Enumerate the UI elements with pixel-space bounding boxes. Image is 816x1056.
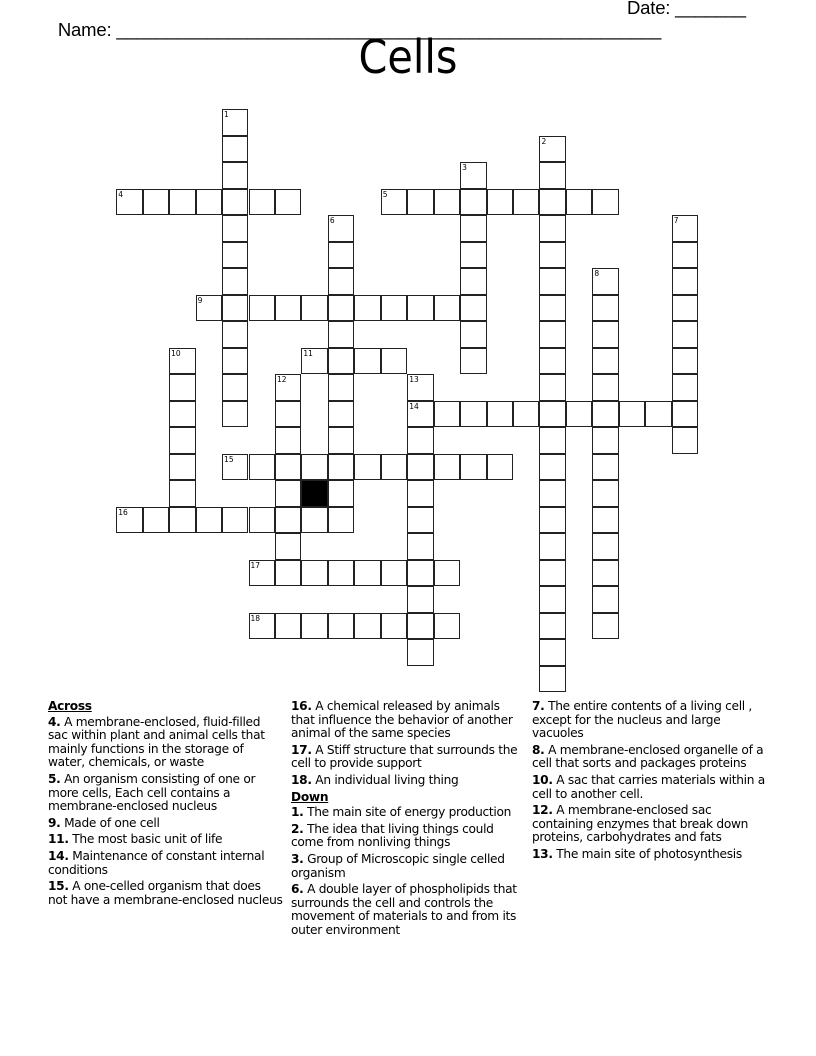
grid-cell[interactable]: [196, 507, 222, 534]
grid-cell[interactable]: [539, 560, 565, 587]
grid-cell[interactable]: [539, 215, 565, 242]
grid-cell[interactable]: [434, 560, 460, 587]
grid-cell[interactable]: [354, 348, 380, 375]
grid-cell[interactable]: [434, 454, 460, 481]
grid-cell[interactable]: [116, 507, 142, 534]
grid-cell[interactable]: [672, 374, 698, 401]
clue-number: 10: [171, 348, 181, 358]
grid-cell[interactable]: [275, 560, 301, 587]
grid-cell[interactable]: [487, 401, 513, 428]
grid-cell[interactable]: [222, 136, 248, 163]
grid-cell[interactable]: [116, 189, 142, 216]
grid-cell[interactable]: [275, 454, 301, 481]
grid-cell[interactable]: [539, 136, 565, 163]
grid-cell[interactable]: [460, 401, 486, 428]
grid-cell[interactable]: [539, 268, 565, 295]
grid-cell[interactable]: [222, 321, 248, 348]
grid-cell[interactable]: [328, 454, 354, 481]
grid-cell[interactable]: [539, 427, 565, 454]
clue-number: 17: [250, 560, 261, 570]
clue-down-13: 13. The main site of photosynthesis: [532, 846, 742, 861]
grid-cell[interactable]: [354, 295, 380, 322]
grid-cell[interactable]: [301, 613, 327, 640]
grid-cell[interactable]: [672, 242, 698, 269]
grid-cell[interactable]: [301, 295, 327, 322]
grid-cell[interactable]: [328, 348, 354, 375]
grid-cell[interactable]: [592, 427, 618, 454]
grid-cell[interactable]: [328, 427, 354, 454]
grid-cell[interactable]: [328, 480, 354, 507]
grid-cell[interactable]: [592, 321, 618, 348]
grid-cell[interactable]: [301, 560, 327, 587]
clue-across-5: 5. An organism consisting of one or more cells, Each cell contains a membrane-enclosed nucleus: [48, 771, 256, 814]
grid-cell[interactable]: [460, 454, 486, 481]
clue-number: 15: [224, 454, 234, 464]
grid-cell[interactable]: [275, 480, 301, 507]
grid-cell[interactable]: [539, 613, 565, 640]
grid-cell[interactable]: [487, 189, 513, 216]
grid-cell[interactable]: [460, 268, 486, 295]
grid-cell[interactable]: [592, 295, 618, 322]
grid-cell[interactable]: [592, 348, 618, 375]
clue-number: 8: [594, 269, 600, 279]
grid-cell[interactable]: [539, 533, 565, 560]
grid-cell[interactable]: [407, 560, 433, 587]
clue-number: 6: [329, 216, 335, 226]
grid-cell[interactable]: [407, 533, 433, 560]
grid-cell[interactable]: [354, 560, 380, 587]
grid-cell[interactable]: [645, 401, 671, 428]
grid-cell[interactable]: [381, 348, 407, 375]
grid-cell[interactable]: [539, 242, 565, 269]
grid-cell[interactable]: [169, 454, 195, 481]
grid-cell[interactable]: [672, 427, 698, 454]
grid-cell[interactable]: [249, 613, 275, 640]
grid-cell[interactable]: [407, 586, 433, 613]
grid-cell[interactable]: [513, 401, 539, 428]
grid-cell[interactable]: [539, 189, 565, 216]
grid-cell[interactable]: [169, 348, 195, 375]
grid-cell[interactable]: [354, 454, 380, 481]
clue-number: 3: [462, 163, 467, 173]
grid-cell[interactable]: [222, 189, 248, 216]
grid-cell[interactable]: [249, 295, 275, 322]
clue-number: 13: [409, 375, 419, 385]
grid-cell[interactable]: [460, 242, 486, 269]
clue-number: 1: [224, 110, 229, 120]
grid-cell[interactable]: [222, 215, 248, 242]
grid-cell[interactable]: [407, 639, 433, 666]
grid-cell[interactable]: [275, 374, 301, 401]
clue-down-2: 2. The idea that living things could come from nonliving things: [291, 821, 494, 850]
grid-cell[interactable]: [222, 242, 248, 269]
down-heading: Down: [291, 789, 329, 804]
grid-cell[interactable]: [592, 374, 618, 401]
grid-cell[interactable]: [460, 189, 486, 216]
grid-cell[interactable]: [434, 401, 460, 428]
clue-number: 11: [303, 348, 313, 358]
grid-cell[interactable]: [460, 348, 486, 375]
grid-cell[interactable]: [381, 560, 407, 587]
grid-cell[interactable]: [407, 401, 433, 428]
grid-cell[interactable]: [222, 374, 248, 401]
grid-cell[interactable]: [487, 454, 513, 481]
date-field[interactable]: Date: _______: [627, 0, 746, 18]
grid-cell[interactable]: [301, 348, 327, 375]
clue-across-15: 15. A one-celled organism that does not have a membrane-enclosed nucleus: [48, 879, 283, 907]
grid-cell[interactable]: [328, 215, 354, 242]
clue-number: 7: [673, 216, 679, 226]
grid-cell[interactable]: [539, 480, 565, 507]
grid-cell[interactable]: [169, 189, 195, 216]
grid-cell[interactable]: [222, 268, 248, 295]
grid-cell[interactable]: [539, 321, 565, 348]
grid-cell[interactable]: [539, 162, 565, 189]
clue-across-17: 17. A Stiff structure that surrounds the cell to provide support: [291, 742, 518, 771]
black-cell: [301, 480, 327, 507]
grid-cell[interactable]: [539, 295, 565, 322]
grid-cell[interactable]: [275, 533, 301, 560]
grid-cell[interactable]: [328, 560, 354, 587]
grid-cell[interactable]: [196, 189, 222, 216]
name-field[interactable]: Name: ______________________________________________________: [57, 19, 662, 40]
grid-cell[interactable]: [460, 215, 486, 242]
grid-cell[interactable]: [275, 189, 301, 216]
clue-across-9: 9. Made of one cell: [48, 815, 160, 830]
grid-cell[interactable]: [222, 454, 248, 481]
grid-cell[interactable]: [222, 401, 248, 428]
grid-cell[interactable]: [354, 613, 380, 640]
clue-across-4: 4. A membrane-enclosed, fluid-filled sac within plant and animal cells that mainly functions in the storage of water, chemicals, or waste: [48, 714, 265, 770]
grid-cell[interactable]: [407, 189, 433, 216]
grid-cell[interactable]: [407, 454, 433, 481]
grid-cell[interactable]: [407, 613, 433, 640]
grid-cell[interactable]: [328, 374, 354, 401]
clue-number: 5: [382, 189, 388, 199]
grid-cell[interactable]: [381, 454, 407, 481]
clue-across-16: 16. A chemical released by animals that influence the behavior of another animal of the same species: [291, 699, 513, 741]
across-heading: Across: [48, 699, 92, 713]
grid-cell[interactable]: [539, 401, 565, 428]
grid-cell[interactable]: [249, 189, 275, 216]
grid-cell[interactable]: [460, 162, 486, 189]
clue-number: 4: [118, 189, 124, 199]
grid-cell[interactable]: [539, 374, 565, 401]
grid-cell[interactable]: [566, 189, 592, 216]
grid-cell[interactable]: [592, 613, 618, 640]
grid-cell[interactable]: [619, 401, 645, 428]
clue-column-3: [532, 700, 772, 865]
grid-cell[interactable]: [592, 454, 618, 481]
grid-cell[interactable]: [328, 242, 354, 269]
grid-cell[interactable]: [249, 560, 275, 587]
clue-number: 14: [409, 401, 419, 411]
grid-cell[interactable]: [381, 295, 407, 322]
grid-cell[interactable]: [592, 189, 618, 216]
grid-cell[interactable]: [460, 295, 486, 322]
grid-cell[interactable]: [222, 162, 248, 189]
grid-cell[interactable]: [539, 348, 565, 375]
clue-column-1: [48, 700, 283, 910]
grid-cell[interactable]: [407, 507, 433, 534]
clue-down-3: 3. Group of Microscopic single celled organism: [291, 851, 505, 880]
grid-cell[interactable]: [169, 401, 195, 428]
grid-cell[interactable]: [328, 268, 354, 295]
clue-number: 2: [541, 136, 547, 146]
grid-cell[interactable]: [592, 268, 618, 295]
grid-cell[interactable]: [539, 454, 565, 481]
grid-cell[interactable]: [460, 321, 486, 348]
grid-cell[interactable]: [381, 613, 407, 640]
clue-down-1: 1. The main site of energy production: [291, 805, 512, 820]
grid-cell[interactable]: [143, 507, 169, 534]
clue-down-10: 10. A sac that carries materials within a cell to another cell.: [532, 772, 765, 801]
grid-cell[interactable]: [169, 480, 195, 507]
grid-cell[interactable]: [592, 480, 618, 507]
grid-cell[interactable]: [592, 533, 618, 560]
grid-cell[interactable]: [434, 189, 460, 216]
grid-cell[interactable]: [381, 189, 407, 216]
grid-cell[interactable]: [328, 295, 354, 322]
grid-cell[interactable]: [592, 507, 618, 534]
grid-cell[interactable]: [275, 295, 301, 322]
clue-down-6: 6. A double layer of phospholipids that surrounds the cell and controls the movement of materials to and from its outer environment: [291, 882, 517, 937]
grid-cell[interactable]: [592, 401, 618, 428]
grid-cell[interactable]: [407, 427, 433, 454]
clue-number: 18: [250, 613, 261, 623]
grid-cell[interactable]: [249, 507, 275, 534]
grid-cell[interactable]: [566, 401, 592, 428]
grid-cell[interactable]: [672, 268, 698, 295]
grid-cell[interactable]: [169, 427, 195, 454]
grid-cell[interactable]: [539, 507, 565, 534]
grid-cell[interactable]: [249, 454, 275, 481]
grid-cell[interactable]: [275, 613, 301, 640]
grid-cell[interactable]: [222, 348, 248, 375]
grid-cell[interactable]: [672, 348, 698, 375]
grid-cell[interactable]: [434, 613, 460, 640]
grid-cell[interactable]: [196, 295, 222, 322]
grid-cell[interactable]: [222, 295, 248, 322]
grid-cell[interactable]: [222, 507, 248, 534]
clue-down-12: 12. A membrane-enclosed sac containing enzymes that break down proteins, carbohydrates and fats: [532, 803, 749, 845]
grid-cell[interactable]: [328, 507, 354, 534]
grid-cell[interactable]: [143, 189, 169, 216]
grid-cell[interactable]: [301, 507, 327, 534]
clue-down-7: 7. The entire contents of a living cell , except for the nucleus and large vacuoles: [532, 699, 753, 741]
grid-cell[interactable]: [539, 639, 565, 666]
clue-across-11: 11. The most basic unit of life: [48, 832, 223, 847]
grid-cell[interactable]: [275, 401, 301, 428]
grid-cell[interactable]: [169, 374, 195, 401]
grid-cell[interactable]: [513, 189, 539, 216]
grid-cell[interactable]: [434, 295, 460, 322]
grid-cell[interactable]: [672, 321, 698, 348]
clue-number: 16: [118, 507, 128, 517]
grid-cell[interactable]: [301, 454, 327, 481]
clue-number: 12: [276, 375, 287, 385]
clue-across-14: 14. Maintenance of constant internal conditions: [48, 848, 265, 877]
grid-cell[interactable]: [592, 586, 618, 613]
grid-cell[interactable]: [407, 480, 433, 507]
grid-cell[interactable]: [275, 427, 301, 454]
clue-column-2: [291, 700, 523, 941]
grid-cell[interactable]: [222, 109, 248, 136]
clue-number: 9: [197, 295, 203, 305]
grid-cell[interactable]: [275, 507, 301, 534]
grid-cell[interactable]: [672, 215, 698, 242]
grid-cell[interactable]: [328, 321, 354, 348]
clue-down-8: 8. A membrane-enclosed organelle of a cell that sorts and packages proteins: [532, 742, 764, 771]
grid-cell[interactable]: [169, 507, 195, 534]
page-title: Cells: [358, 30, 458, 84]
grid-cell[interactable]: [539, 586, 565, 613]
grid-cell[interactable]: [592, 560, 618, 587]
grid-cell[interactable]: [407, 374, 433, 401]
grid-cell[interactable]: [328, 401, 354, 428]
grid-cell[interactable]: [672, 295, 698, 322]
grid-cell[interactable]: [328, 613, 354, 640]
clue-across-18: 18. An individual living thing: [291, 772, 459, 787]
grid-cell[interactable]: [539, 666, 565, 693]
grid-cell[interactable]: [672, 401, 698, 428]
grid-cell[interactable]: [407, 295, 433, 322]
